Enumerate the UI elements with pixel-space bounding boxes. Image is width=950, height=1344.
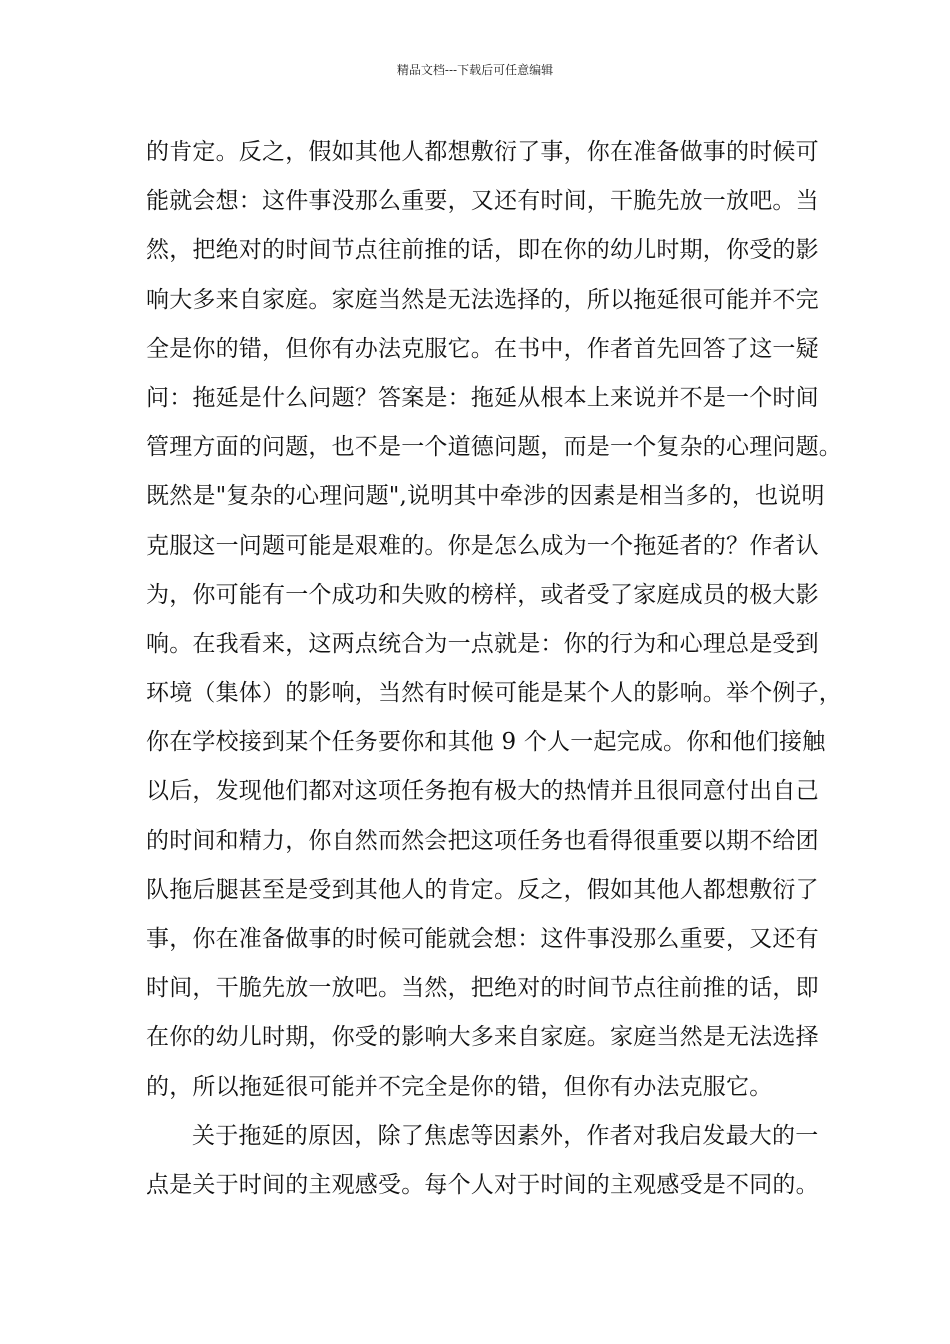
text-line: 点是关于时间的主观感受。每个人对于时间的主观感受是不同的。 xyxy=(146,1171,819,1198)
text-line: 全是你的错，但你有办法克服它。在书中，作者首先回答了这一疑 xyxy=(146,335,819,362)
text-line: 以后，发现他们都对这项任务抱有极大的热情并且很同意付出自己 xyxy=(146,778,819,805)
text-line: 你在学校接到某个任务要你和其他 9 个人一起完成。你和他们接触 xyxy=(146,729,826,756)
text-line: 响大多来自家庭。家庭当然是无法选择的，所以拖延很可能并不完 xyxy=(146,286,819,313)
text-line: 能就会想：这件事没那么重要，又还有时间，干脆先放一放吧。当 xyxy=(146,188,819,215)
paragraph-first-line: 关于拖延的原因，除了焦虑等因素外，作者对我启发最大的一 xyxy=(192,1122,819,1149)
text-line: 管理方面的问题，也不是一个道德问题，而是一个复杂的心理问题。 xyxy=(146,434,842,461)
text-line: 时间，干脆先放一放吧。当然，把绝对的时间节点往前推的话，即 xyxy=(146,975,819,1002)
text-line: 事，你在准备做事的时候可能就会想：这件事没那么重要，又还有 xyxy=(146,926,819,952)
text-line: 然，把绝对的时间节点往前推的话，即在你的幼儿时期，你受的影 xyxy=(146,237,819,264)
text-line: 既然是"复杂的心理问题",说明其中牵涉的因素是相当多的，也说明 xyxy=(146,483,825,510)
text-line: 响。在我看来，这两点统合为一点就是：你的行为和心理总是受到 xyxy=(146,630,819,657)
text-line: 问：拖延是什么问题？答案是：拖延从根本上来说并不是一个时间 xyxy=(146,384,819,411)
text-line: 队拖后腿甚至是受到其他人的肯定。反之，假如其他人都想敷衍了 xyxy=(146,876,819,903)
text-line: 在你的幼儿时期，你受的影响大多来自家庭。家庭当然是无法选择 xyxy=(146,1024,819,1051)
text-line: 环境（集体）的影响，当然有时候可能是某个人的影响。举个例子， xyxy=(146,680,842,707)
page-header: 精品文档---下载后可任意编辑 xyxy=(396,63,554,77)
text-line: 克服这一问题可能是艰难的。你是怎么成为一个拖延者的？作者认 xyxy=(146,532,819,559)
text-line: 的肯定。反之，假如其他人都想敷衍了事，你在准备做事的时候可 xyxy=(146,139,819,165)
document-body xyxy=(146,128,842,1210)
text-line: 为，你可能有一个成功和失败的榜样，或者受了家庭成员的极大影 xyxy=(146,581,819,608)
text-line: 的时间和精力，你自然而然会把这项任务也看得很重要以期不给团 xyxy=(146,827,819,854)
text-line: 的，所以拖延很可能并不完全是你的错，但你有办法克服它。 xyxy=(146,1073,773,1100)
